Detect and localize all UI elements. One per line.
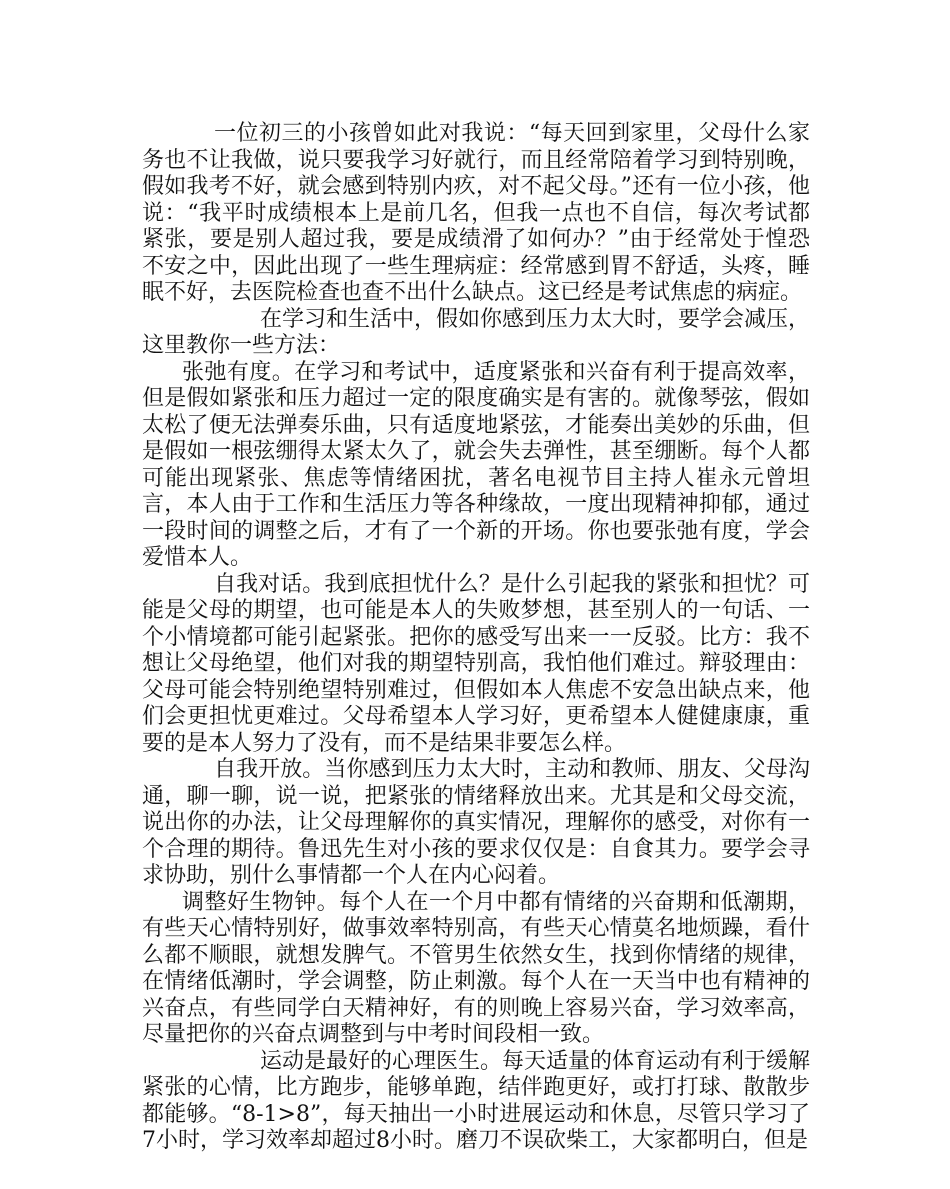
paragraph-balance: 张弛有度。在学习和考试中，适度紧张和兴奋有利于提高效率，但是假如紧张和压力超过一定的限度确实是有害的。就像琴弦，假如太松了便无法弹奏乐曲，只有适度地紧弦，才能奏出美妙的乐曲，但是假如一根弦绷得太紧太久了，就会失去弹性，甚至绷断。每个人都可能出现紧张、焦虑等情绪困扰，著名电视节目主持人崔永元曾坦言，本人由于工作和生活压力等各种缘故，一度出现精神抑郁，通过一段时间的调整之后，才有了一个新的开场。你也要张弛有度，学会爱惜本人。 [142, 359, 810, 570]
paragraph-self-talk: 自我对话。我到底担忧什么？是什么引起我的紧张和担忧？可能是父母的期望，也可能是本人的失败梦想，甚至别人的一句话、一个小情境都可能引起紧张。把你的感受写出来一一反驳。比方：我不想让父母绝望，他们对我的期望特别高，我怕他们难过。辩驳理由：父母可能会特别绝望特别难过，但假如本人焦虑不安急出缺点来，他们会更担忧更难过。父母希望本人学习好，更希望本人健健康康，重要的是本人努力了没有，而不是结果非要怎么样。 [142, 571, 810, 756]
document-page [142, 121, 810, 1155]
paragraph-openness: 自我开放。当你感到压力太大时，主动和教师、朋友、父母沟通，聊一聊，说一说，把紧张的情绪释放出来。尤其是和父母交流，说出你的办法，让父母理解你的真实情况，理解你的感受，对你有一个合理的期待。鲁迅先生对小孩的要求仅仅是：自食其力。要学会寻求协助，别什么事情都一个人在内心闷着。 [142, 757, 810, 888]
paragraph-exercise: 运动是最好的心理医生。每天适量的体育运动有利于缓解紧张的心情，比方跑步，能够单跑，结伴跑更好，或打打球、散散步都能够。“8-1>8”，每天抽出一小时进展运动和休息，尽管只学习了7小时，学习效率却超过8小时。磨刀不误砍柴工，大家都明白，但是 [142, 1048, 811, 1153]
paragraph-intro: 一位初三的小孩曾如此对我说：“每天回到家里，父母什么家务也不让我做，说只要我学习好就行，而且经常陪着学习到特别晚，假如我考不好，就会感到特别内疚，对不起父母。”还有一位小孩，他说：“我平时成绩根本上是前几名，但我一点也不自信，每次考试都紧张，要是别人超过我，要是成绩滑了如何办？”由于经常处于惶恐不安之中，因此出现了一些生理病症：经常感到胃不舒适，头疼，睡眠不好，去医院检查也查不出什么缺点。这已经是考试焦虑的病症。 [142, 121, 810, 305]
paragraph-methods-lead: 在学习和生活中，假如你感到压力太大时，要学会减压，这里教你一些方法： [142, 306, 811, 358]
paragraph-biological-clock: 调整好生物钟。每个人在一个月中都有情绪的兴奋期和低潮期，有些天心情特别好，做事效率特别高，有些天心情莫名地烦躁，看什么都不顺眼，就想发脾气。不管男生依然女生，找到你情绪的规律，在情绪低潮时，学会调整，防止刺激。每个人在一天当中也有精神的兴奋点，有些同学白天精神好，有的则晚上容易兴奋，学习效率高，尽量把你的兴奋点调整到与中考时间段相一致。 [142, 889, 810, 1047]
